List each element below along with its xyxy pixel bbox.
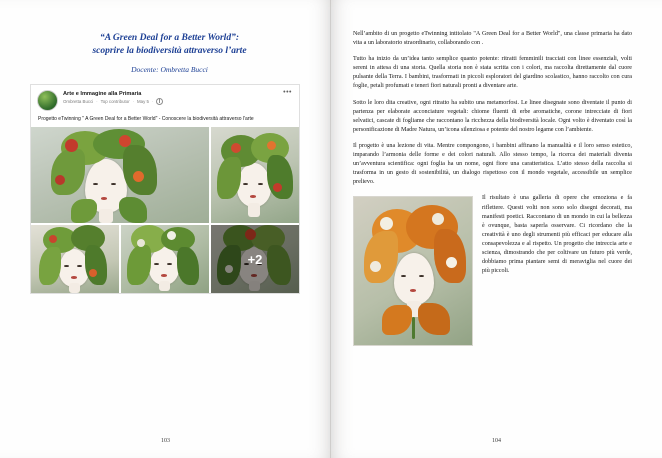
artwork-photo (353, 196, 473, 346)
paragraph-4: Il progetto è una lezione di vita. Mentre compongono, i bambini affinano la manualità e il loro senso estetico, imparando l’armonia delle forme e dei colori naturali. Allo stesso tempo, la ricerca dei materiali diventa un’avventura scientifica: ogni foglia ha un nome, ogni fiore una caratteristica. L’atto stesso della raccolta si trasforma in un gesto di sostenibilità, un dialogo rispettoso con il mondo vegetale, accessibile un semplice prelievo. (353, 142, 632, 186)
page-title (30, 32, 309, 58)
post-photo-3[interactable] (31, 225, 119, 293)
title-line-2: scoprire la biodiversità attraverso l’arte (92, 46, 247, 56)
post-header (31, 85, 299, 114)
post-photo-grid (31, 127, 299, 293)
paragraph-5: Il risultato è una galleria di opere che emoziona e fa riflettere. Questi volti non sono solo disegni decorati, ma manifesti poetici. Raccontano di un mondo in cui la bellezza è ovunque, basta saperla osservare. Ci ricordano che la creatività è uno degli strumenti più efficaci per educare alla consapevolezza e al rispetto. Un progetto che intreccia arte e scienza, dimostrando che per coltivare un futuro più verde, dobbiamo prima piantare semi di meraviglia nel cuore dei più piccoli. (482, 195, 632, 275)
photo-more-count[interactable]: +2 (211, 225, 299, 293)
separator-dot-1: · (96, 99, 98, 104)
avatar (37, 90, 58, 111)
post-date[interactable]: May 5 (137, 99, 149, 104)
post-photo-2[interactable] (211, 127, 299, 223)
post-subline (63, 98, 293, 105)
illustrated-paragraph-block (353, 194, 632, 350)
post-meta (63, 90, 293, 105)
globe-icon (156, 98, 163, 105)
post-photo-1[interactable] (31, 127, 209, 223)
post-photo-5[interactable] (211, 225, 299, 293)
post-page-name[interactable]: Arte e Immagine alla Primaria (63, 91, 142, 97)
ellipsis-icon[interactable]: ••• (283, 89, 292, 96)
separator-dot-3: · (151, 99, 154, 104)
post-photo-4[interactable] (121, 225, 209, 293)
teacher-credit: Docente: Ombretta Bucci (131, 65, 208, 74)
post-admin-badge: Top contributor (100, 99, 130, 104)
facebook-post-card (30, 84, 300, 294)
right-page-body (353, 26, 632, 350)
post-text: Progetto eTwinning " A Green Deal for a Better World" - Conoscere la biodiversità attraverso l'arte (38, 116, 254, 122)
paragraph-1: Nell’ambito di un progetto eTwinning intitolato "A Green Deal for a Better World", una classe primaria ha dato vita a un laboratorio straordinario, collaborando con . (353, 31, 632, 47)
separator-dot-2: · (132, 99, 134, 104)
post-author[interactable]: Ombretta Bucci (63, 99, 94, 104)
right-page-number: 104 (492, 438, 501, 444)
paragraph-3: Sotto le loro dita creative, ogni ritratto ha subito una metamorfosi. Le linee disegnate sono diventate il punto di partenza per elaborate acconciature vegetali: chiome fluenti di erbe aromatiche, corone intrecciate di fiori selvatici, cascate di fogliame che raccontano la ricchezza della biodiversità locale. Ogni volto è diventato così la personificazione di Madre Natura, un’icona silenziosa e potente del nostro legame con l’ambiente. (353, 99, 632, 133)
right-page (331, 0, 662, 458)
paragraph-2: Tutto ha inizio da un’idea tanto semplice quanto potente: ritratti femminili tracciati con linee essenziali, volti sereni in attesa di una storia. Quella storia non è stata scritta con i colori, ma raccolta direttamente dal cuore pulsante della Terra. I bambini, trasformati in piccoli esploratori del giardino scolastico, hanno raccolto con cura foglie, petali profumati e teneri fiori naturali pronti a diventare arte. (353, 56, 632, 90)
title-line-1: “A Green Deal for a Better World”: (100, 33, 239, 43)
left-page-number: 103 (161, 438, 170, 444)
